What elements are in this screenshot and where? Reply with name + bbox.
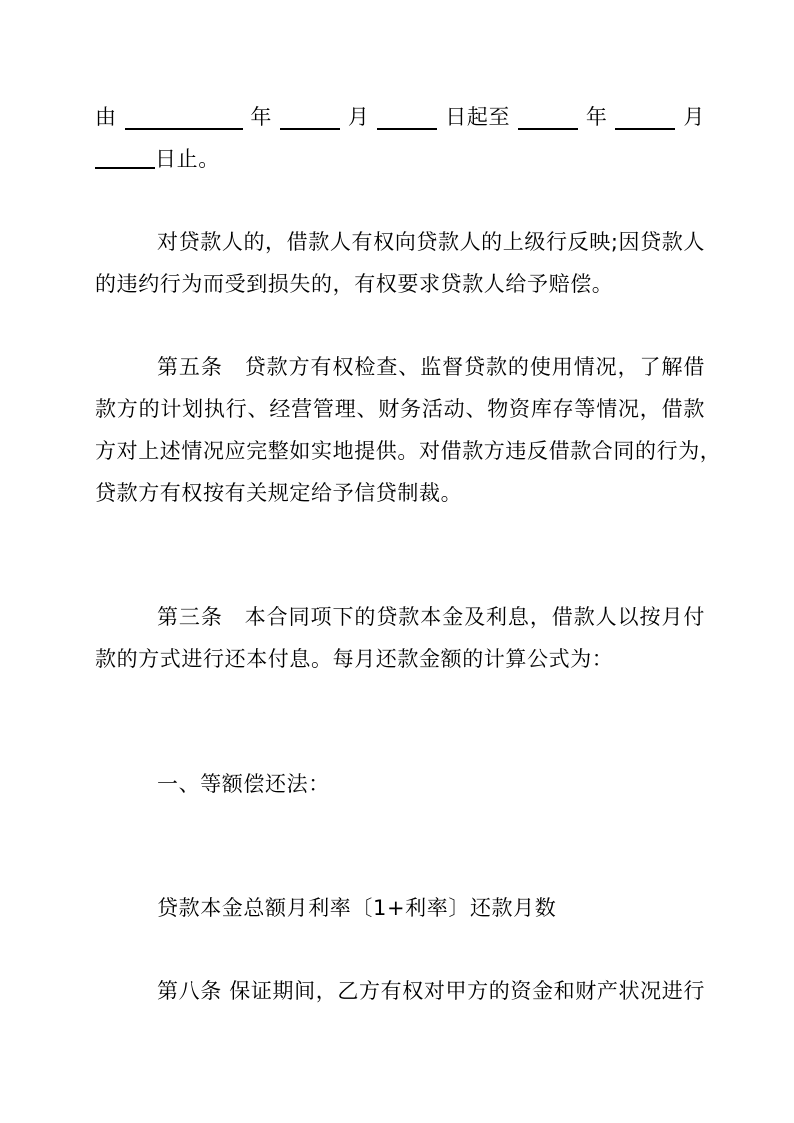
paragraph-line: 的违约行为而受到损失的，有权要求贷款人给予赔偿。 xyxy=(95,272,614,296)
blank-field xyxy=(95,147,155,169)
month-label: 月 xyxy=(347,105,370,129)
blank-field xyxy=(518,108,578,130)
from-label: 由 xyxy=(95,105,117,129)
paragraph-line: 第五条 贷款方有权检查、监督贷款的使用情况，了解借 xyxy=(157,355,705,379)
year-label: 年 xyxy=(585,105,608,129)
day-end-label: 日止。 xyxy=(155,147,220,171)
blank-field xyxy=(377,108,437,130)
paragraph-line: 对贷款人的，借款人有权向贷款人的上级行反映;因贷款人 xyxy=(157,230,705,254)
paragraph-line: 贷款方有权按有关规定给予信贷制裁。 xyxy=(95,481,463,505)
paragraph-line: 款的方式进行还本付息。每月还款金额的计算公式为： xyxy=(95,647,614,671)
paragraph-line: 方对上述情况应完整如实地提供。对借款方违反借款合同的行为， xyxy=(95,439,722,463)
blank-field xyxy=(280,108,340,130)
blank-field xyxy=(125,108,243,130)
paragraph-line: 第三条 本合同项下的贷款本金及利息，借款人以按月付 xyxy=(157,605,705,629)
formula-line: 贷款本金总额月利率〔1+利率〕还款月数 xyxy=(157,896,557,920)
year-label: 年 xyxy=(250,105,273,129)
paragraph-line: 第八条 保证期间，乙方有权对甲方的资金和财产状况进行 xyxy=(157,979,705,1003)
date-end-line xyxy=(95,146,705,172)
day-from-label: 日起至 xyxy=(445,105,511,129)
paragraph-line: 款方的计划执行、经营管理、财务活动、物资库存等情况，借款 xyxy=(95,397,705,421)
section-heading: 一、等额偿还法： xyxy=(157,772,330,796)
blank-field xyxy=(615,108,675,130)
date-range-line xyxy=(95,104,705,130)
month-label: 月 xyxy=(683,105,705,129)
